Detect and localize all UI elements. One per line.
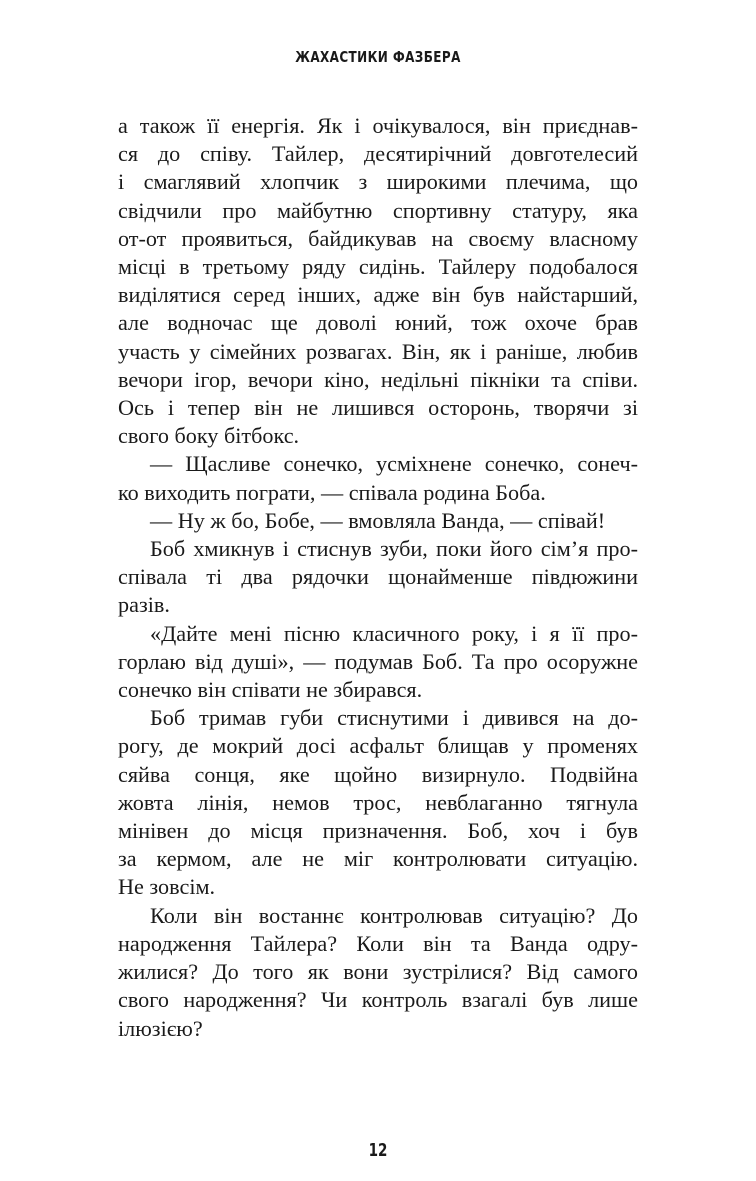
running-head: ЖАХАСТИКИ ФАЗБЕРА [295, 48, 461, 66]
paragraph [118, 507, 638, 535]
text-line: ся до співу. Тайлер, десятирічний довготелесий [118, 141, 638, 167]
paragraph [118, 620, 638, 705]
text-line: Коли він востаннє контролював ситуацію? До [150, 902, 638, 928]
paragraph [118, 450, 638, 506]
text-line: Не зовсім. [118, 874, 216, 900]
text-line: — Ну ж бо, Бобе, — вмовляла Ванда, — співай! [150, 507, 606, 533]
text-line: рогу, де мокрий досі асфальт блищав у променях [118, 733, 638, 759]
paragraph [118, 535, 638, 620]
page-number: 12 [368, 1140, 388, 1161]
text-line: Боб тримав губи стиснутими і дивився на до- [150, 705, 638, 731]
text-line: разів. [118, 592, 170, 618]
text-line: жилися? До того як вони зустрілися? Від самого [118, 959, 638, 985]
text-line: — Щасливе сонечко, усміхнене сонечко, сонеч- [150, 451, 638, 477]
text-line: але водночас ще доволі юний, тож охоче брав [118, 310, 638, 336]
text-line: «Дайте мені пісню класичного року, і я її про- [150, 620, 638, 646]
paragraph [118, 704, 638, 901]
paragraph [118, 112, 638, 450]
text-line: сяйва сонця, яке щойно визирнуло. Подвійна [118, 761, 638, 787]
text-line: вечори ігор, вечори кіно, недільні пікніки та співи. [118, 366, 638, 392]
text-line: виділятися серед інших, адже він був найстарший, [118, 282, 638, 308]
text-line: народження Тайлера? Коли він та Ванда одру- [118, 930, 638, 956]
text-line: за кермом, але не міг контролювати ситуацію. [118, 846, 638, 872]
text-line: горлаю від душі», — подумав Боб. Та про осоружне [118, 648, 638, 674]
text-line: Боб хмикнув і стиснув зуби, поки його сім’я про- [150, 536, 638, 562]
text-line: сонечко він співати не збирався. [118, 677, 423, 703]
text-line: мінівен до місця призначення. Боб, хоч і був [118, 818, 638, 844]
text-line: жовта лінія, немов трос, невблаганно тягнула [118, 789, 638, 815]
text-line: свідчили про майбутню спортивну статуру, яка [118, 197, 638, 223]
text-line: участь у сімейних розвагах. Він, як і раніше, любив [118, 338, 638, 364]
text-line: свого боку бітбокс. [118, 423, 300, 449]
text-line: Ось і тепер він не лишився осторонь, творячи зі [118, 395, 638, 421]
text-line: ілюзією? [118, 1015, 203, 1041]
text-line: свого народження? Чи контроль взагалі був лише [118, 987, 638, 1013]
body-text [118, 112, 638, 1043]
text-line: ко виходить пограти, — співала родина Боба. [118, 479, 546, 505]
paragraph [118, 902, 638, 1043]
text-line: співала ті два рядочки щонайменше півдюжини [118, 564, 638, 590]
text-line: місці в третьому ряду сидінь. Тайлеру подобалося [118, 254, 638, 280]
text-line: і смаглявий хлопчик з широкими плечима, що [118, 169, 638, 195]
text-line: а також її енергія. Як і очікувалося, він приєднав- [118, 113, 638, 138]
text-line: от-от проявиться, байдикував на своєму власному [118, 225, 638, 251]
